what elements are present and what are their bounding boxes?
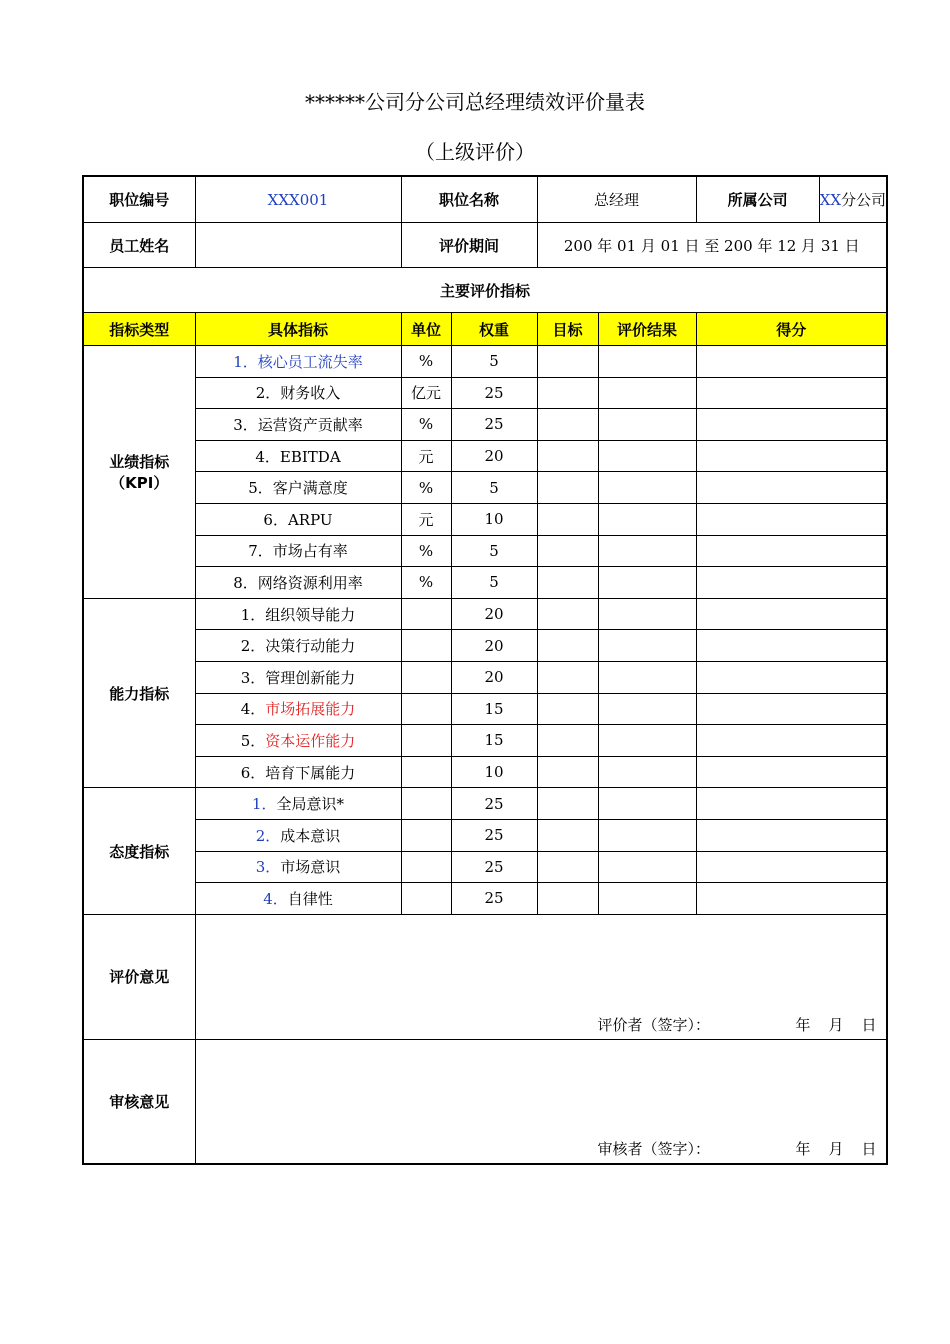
indicator-cell [195,567,401,599]
indicator-cell [195,440,401,472]
indicator-name: 决策行动能力 [265,637,356,656]
score-cell[interactable] [696,377,887,409]
weight-cell: 10 [451,756,537,788]
unit-cell [401,725,451,757]
indicator-name: 组织领导能力 [265,605,356,624]
weight-cell: 20 [451,630,537,662]
pos-code-value[interactable]: XXX001 [195,176,401,223]
indicator-name: 市场意识 [280,858,341,877]
result-cell[interactable] [598,440,696,472]
indicator-cell [195,630,401,662]
weight-cell: 20 [451,661,537,693]
weight-cell: 25 [451,851,537,883]
unit-cell: 亿元 [401,377,451,409]
indicator-num: 4． [255,447,280,466]
page-subtitle: （上级评价） [415,140,535,164]
indicator-name: 市场占有率 [272,542,348,561]
table-row [83,756,887,788]
score-cell[interactable] [696,661,887,693]
target-cell[interactable] [537,851,598,883]
indicator-cell [195,377,401,409]
weight-cell: 25 [451,883,537,915]
weight-cell: 10 [451,503,537,535]
result-cell[interactable] [598,535,696,567]
indicator-cell [195,788,401,820]
col-header-type: 指标类型 [83,313,195,346]
result-cell[interactable] [598,472,696,504]
score-cell[interactable] [696,819,887,851]
target-cell[interactable] [537,567,598,599]
col-header-indicator: 具体指标 [195,313,401,346]
table-row [83,788,887,820]
company-value-suffix: 分公司 [841,191,887,209]
table-row [83,377,887,409]
target-cell[interactable] [537,788,598,820]
result-cell[interactable] [598,883,696,915]
result-cell[interactable] [598,630,696,662]
table-row [83,409,887,441]
unit-cell: % [401,409,451,441]
company-cell [696,176,887,223]
category-attitude: 态度指标 [83,788,195,914]
target-cell[interactable] [537,725,598,757]
score-cell[interactable] [696,472,887,504]
result-cell[interactable] [598,851,696,883]
weight-cell: 15 [451,693,537,725]
unit-cell [401,598,451,630]
table-row [83,598,887,630]
score-cell[interactable] [696,409,887,441]
unit-cell [401,819,451,851]
indicator-cell [195,598,401,630]
indicator-name: 培育下属能力 [265,763,356,782]
indicator-cell [195,883,401,915]
target-cell[interactable] [537,503,598,535]
indicator-name: 财务收入 [280,384,341,403]
indicator-num: 5． [248,479,273,498]
target-cell[interactable] [537,693,598,725]
score-cell[interactable] [696,693,887,725]
result-cell[interactable] [598,346,696,378]
indicator-cell [195,409,401,441]
result-cell[interactable] [598,503,696,535]
result-cell[interactable] [598,661,696,693]
indicator-cell [195,851,401,883]
unit-cell: % [401,567,451,599]
indicator-name: 自律性 [287,889,333,908]
result-cell[interactable] [598,409,696,441]
target-cell[interactable] [537,377,598,409]
indicator-num: 6． [240,763,266,782]
target-cell[interactable] [537,756,598,788]
result-cell[interactable] [598,377,696,409]
period-value[interactable]: 200 年 01 月 01 日 至 200 年 12 月 31 日 [537,223,887,268]
table-row [83,567,887,599]
table-row [83,883,887,915]
indicator-num: 1． [251,795,277,814]
indicator-name: EBITDA [279,447,341,466]
score-cell[interactable] [696,346,887,378]
score-cell[interactable] [696,440,887,472]
col-header-target: 目标 [537,313,598,346]
company-value-prefix: XX [819,190,842,209]
result-cell[interactable] [598,598,696,630]
indicator-name: 运营资产贡献率 [257,415,363,434]
unit-cell: % [401,346,451,378]
employee-label: 员工姓名 [83,223,195,268]
pos-name-value[interactable]: 总经理 [537,176,696,223]
target-cell[interactable] [537,598,598,630]
eval-year-label: 年 [795,1015,811,1034]
table-row [83,693,887,725]
indicator-num: 3． [233,415,258,434]
eval-opinion-label: 评价意见 [83,914,195,1039]
column-header-row [83,313,887,346]
weight-cell: 25 [451,409,537,441]
indicator-cell [195,725,401,757]
info-row-1 [83,176,887,223]
indicator-name: 成本意识 [280,826,341,845]
score-cell[interactable] [696,725,887,757]
indicator-num: 8． [233,573,258,592]
weight-cell: 25 [451,788,537,820]
weight-cell: 20 [451,440,537,472]
table-row [83,819,887,851]
eval-opinion-field[interactable] [195,914,887,1039]
review-month-label: 月 [828,1140,844,1159]
score-cell[interactable] [696,851,887,883]
weight-cell: 20 [451,598,537,630]
result-cell[interactable] [598,567,696,599]
indicator-name: 网络资源利用率 [257,573,363,592]
indicator-num: 2． [255,826,281,845]
indicator-cell [195,346,401,378]
col-header-unit: 单位 [401,313,451,346]
unit-cell [401,693,451,725]
unit-cell [401,630,451,662]
score-cell[interactable] [696,788,887,820]
indicator-name: 管理创新能力 [265,668,356,687]
weight-cell: 5 [451,346,537,378]
indicator-cell [195,503,401,535]
result-cell[interactable] [598,819,696,851]
company-value[interactable] [820,177,886,222]
weight-cell: 5 [451,535,537,567]
indicator-num: 1． [240,605,266,624]
category-kpi-line1: 业绩指标 [109,452,170,471]
eval-month-label: 月 [828,1015,844,1034]
unit-cell [401,756,451,788]
col-header-result: 评价结果 [598,313,696,346]
indicator-name: 全局意识* [276,795,345,814]
indicator-name: 核心员工流失率 [257,352,363,371]
score-cell[interactable] [696,503,887,535]
unit-cell [401,851,451,883]
score-cell[interactable] [696,598,887,630]
weight-cell: 5 [451,567,537,599]
col-header-score: 得分 [696,313,887,346]
indicator-name: 市场拓展能力 [265,700,356,719]
indicator-num: 6． [263,510,288,529]
score-cell[interactable] [696,756,887,788]
indicator-cell [195,693,401,725]
company-label: 所属公司 [697,177,820,222]
score-cell[interactable] [696,883,887,915]
result-cell[interactable] [598,725,696,757]
indicator-num: 1． [233,352,258,371]
review-opinion-row [83,1039,887,1164]
indicator-name: 客户满意度 [272,479,348,498]
evaluation-opinion-row [83,914,887,1039]
section-row [83,268,887,313]
table-row [83,725,887,757]
table-row [83,630,887,662]
col-header-weight: 权重 [451,313,537,346]
unit-cell [401,788,451,820]
table-row [83,851,887,883]
table-row [83,472,887,504]
target-cell[interactable] [537,472,598,504]
score-cell[interactable] [696,630,887,662]
indicator-num: 3． [240,668,266,687]
review-day-label: 日 [861,1140,877,1159]
indicator-num: 2． [255,384,281,403]
table-row [83,440,887,472]
target-cell[interactable] [537,535,598,567]
result-cell[interactable] [598,788,696,820]
target-cell[interactable] [537,440,598,472]
indicator-cell [195,756,401,788]
indicator-cell [195,661,401,693]
target-cell[interactable] [537,409,598,441]
unit-cell: % [401,472,451,504]
table-row [83,535,887,567]
page-title: ******公司分公司总经理绩效评价量表 [305,90,645,114]
review-opinion-label: 审核意见 [83,1039,195,1164]
unit-cell: 元 [401,503,451,535]
evaluation-form [82,175,888,1165]
review-year-label: 年 [795,1140,811,1159]
indicator-num: 7． [248,542,273,561]
unit-cell [401,661,451,693]
indicator-num: 4． [240,700,266,719]
target-cell[interactable] [537,630,598,662]
weight-cell: 25 [451,377,537,409]
info-row-2 [83,223,887,268]
indicator-name: 资本运作能力 [265,731,356,750]
category-kpi [83,346,195,599]
target-cell[interactable] [537,661,598,693]
category-ability: 能力指标 [83,598,195,788]
target-cell[interactable] [537,346,598,378]
target-cell[interactable] [537,819,598,851]
indicator-cell [195,819,401,851]
table-row [83,346,887,378]
indicator-num: 5． [240,731,266,750]
review-opinion-field[interactable] [195,1039,887,1164]
score-cell[interactable] [696,535,887,567]
evaluator-sign-label: 评价者（签字）： [597,1015,711,1034]
eval-day-label: 日 [861,1015,877,1034]
indicator-num: 2． [240,637,266,656]
score-cell[interactable] [696,567,887,599]
indicator-cell [195,472,401,504]
employee-value[interactable] [195,223,401,268]
table-row [83,503,887,535]
unit-cell: 元 [401,440,451,472]
weight-cell: 15 [451,725,537,757]
unit-cell [401,883,451,915]
table-row [83,661,887,693]
weight-cell: 25 [451,819,537,851]
reviewer-sign-label: 审核者（签字）： [597,1140,711,1159]
result-cell[interactable] [598,756,696,788]
unit-cell: % [401,535,451,567]
weight-cell: 5 [451,472,537,504]
pos-code-label: 职位编号 [83,176,195,223]
category-kpi-line2: （KPI） [110,473,169,492]
result-cell[interactable] [598,693,696,725]
period-label: 评价期间 [401,223,537,268]
indicator-name: ARPU [287,510,333,529]
target-cell[interactable] [537,883,598,915]
section-title: 主要评价指标 [83,268,887,313]
indicator-num: 3． [255,858,281,877]
pos-name-label: 职位名称 [401,176,537,223]
indicator-num: 4． [263,889,288,908]
indicator-cell [195,535,401,567]
